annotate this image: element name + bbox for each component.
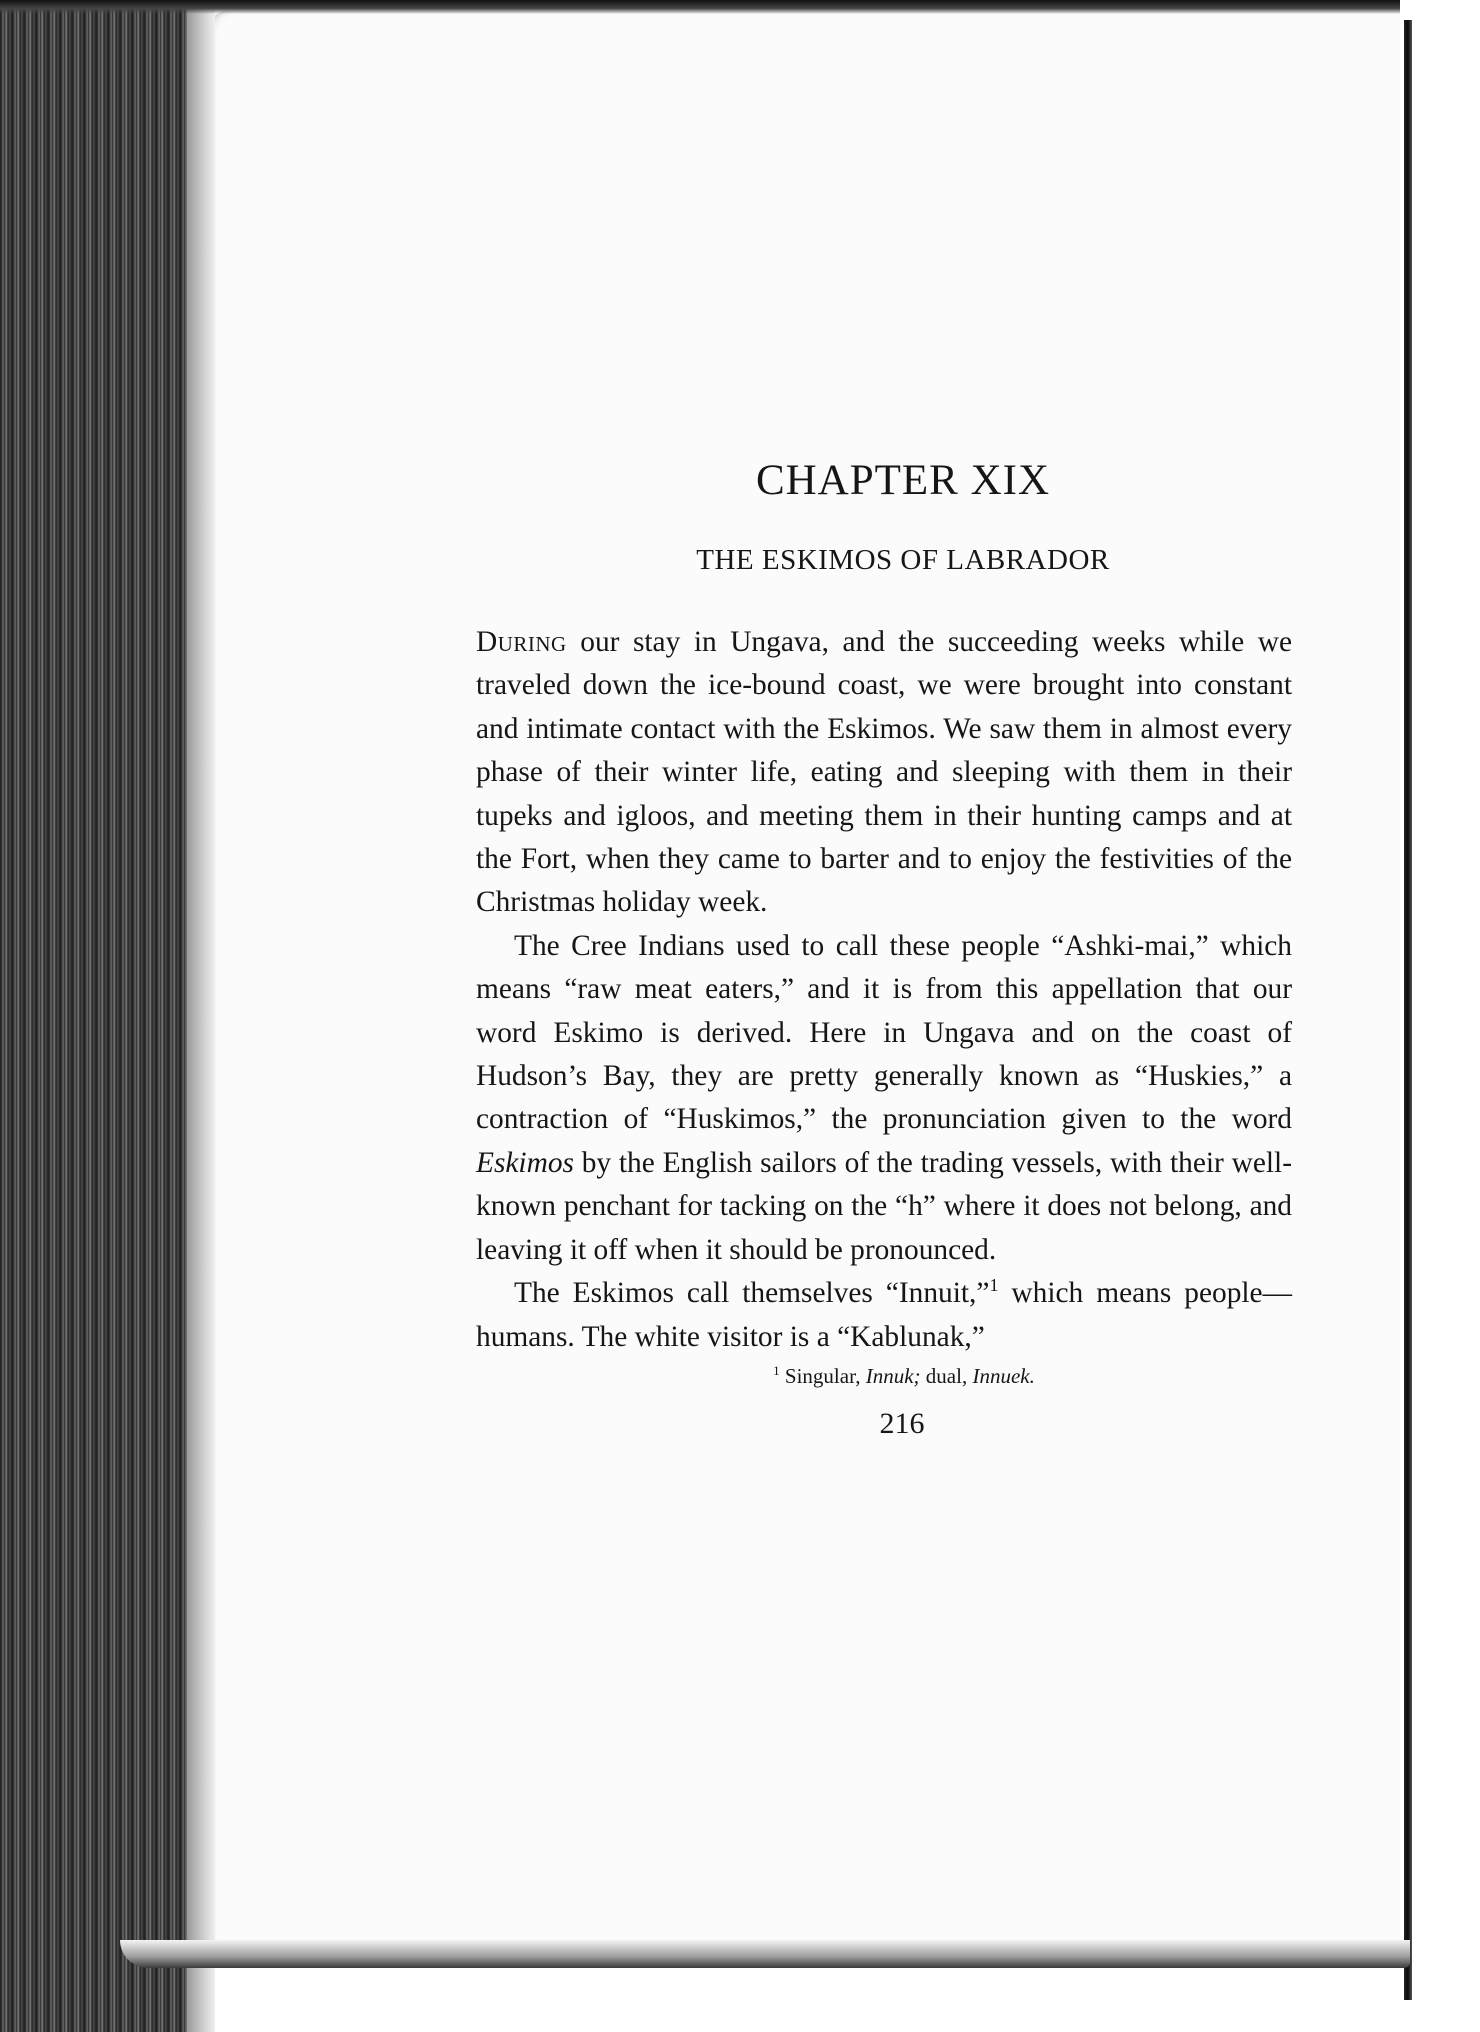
paragraph-text: The Cree Indians used to call these people “Ashki-mai,” which means “raw meat eaters,” and it is from this appellation that our word Eskimo is derived. Here in Ungava and on the coast of Hudson’s Bay, they are pretty generally known as “Huskies,” a contraction of “Huskimos,” the pronunciation given to the word — [476, 929, 1292, 1136]
paragraph-text: The Eskimos call themselves “Innuit,” — [514, 1277, 990, 1310]
italic-term: Eskimos — [476, 1146, 574, 1179]
paragraph-text: by the English sailors of the trading vessels, with their well-known penchant for tacking on the “h” where it does not belong, and leaving it off when it should be pronounced. — [476, 1146, 1292, 1266]
footnote-label: dual, — [925, 1363, 968, 1388]
footnote — [476, 1363, 1292, 1389]
footnote-marker: 1 — [773, 1362, 780, 1378]
paragraph-text: which means people—humans. The white visitor is a “Kablunak,” — [476, 1277, 1292, 1353]
footnote-label: Singular, — [784, 1363, 861, 1388]
facing-page-edge — [1400, 0, 1480, 2032]
chapter-title: THE ESKIMOS OF LABRADOR — [696, 544, 1110, 576]
paragraph-lead-word: During — [476, 626, 567, 658]
paragraph-text: our stay in Ungava, and the succeeding weeks while we traveled down the ice-bound coast, we were brought into constant and intimate contact with the Eskimos. We saw them in almost every phase of their winter life, eating and sleeping with them in their tupeks and igloos, and meeting them in their hunting camps and at the Fort, when they came to barter and to enjoy the festivities of the Christmas holiday week. — [476, 626, 1292, 919]
footnote-reference: 1 — [989, 1275, 999, 1296]
page-bottom-curl — [120, 1940, 1410, 1968]
paragraph-2 — [476, 925, 1292, 1272]
footnote-term: Innuk; — [865, 1363, 921, 1388]
page-number: 216 — [879, 1406, 925, 1440]
book-page-edges — [0, 0, 215, 2032]
paragraph-3 — [476, 1272, 1292, 1359]
page-text-block — [476, 455, 1292, 1441]
top-shadow — [0, 0, 1480, 14]
chapter-label: CHAPTER XIX — [755, 457, 1051, 504]
gutter-line — [1404, 20, 1412, 2000]
footnote-term: Innuek. — [972, 1363, 1035, 1388]
paragraph-1 — [476, 621, 1292, 925]
